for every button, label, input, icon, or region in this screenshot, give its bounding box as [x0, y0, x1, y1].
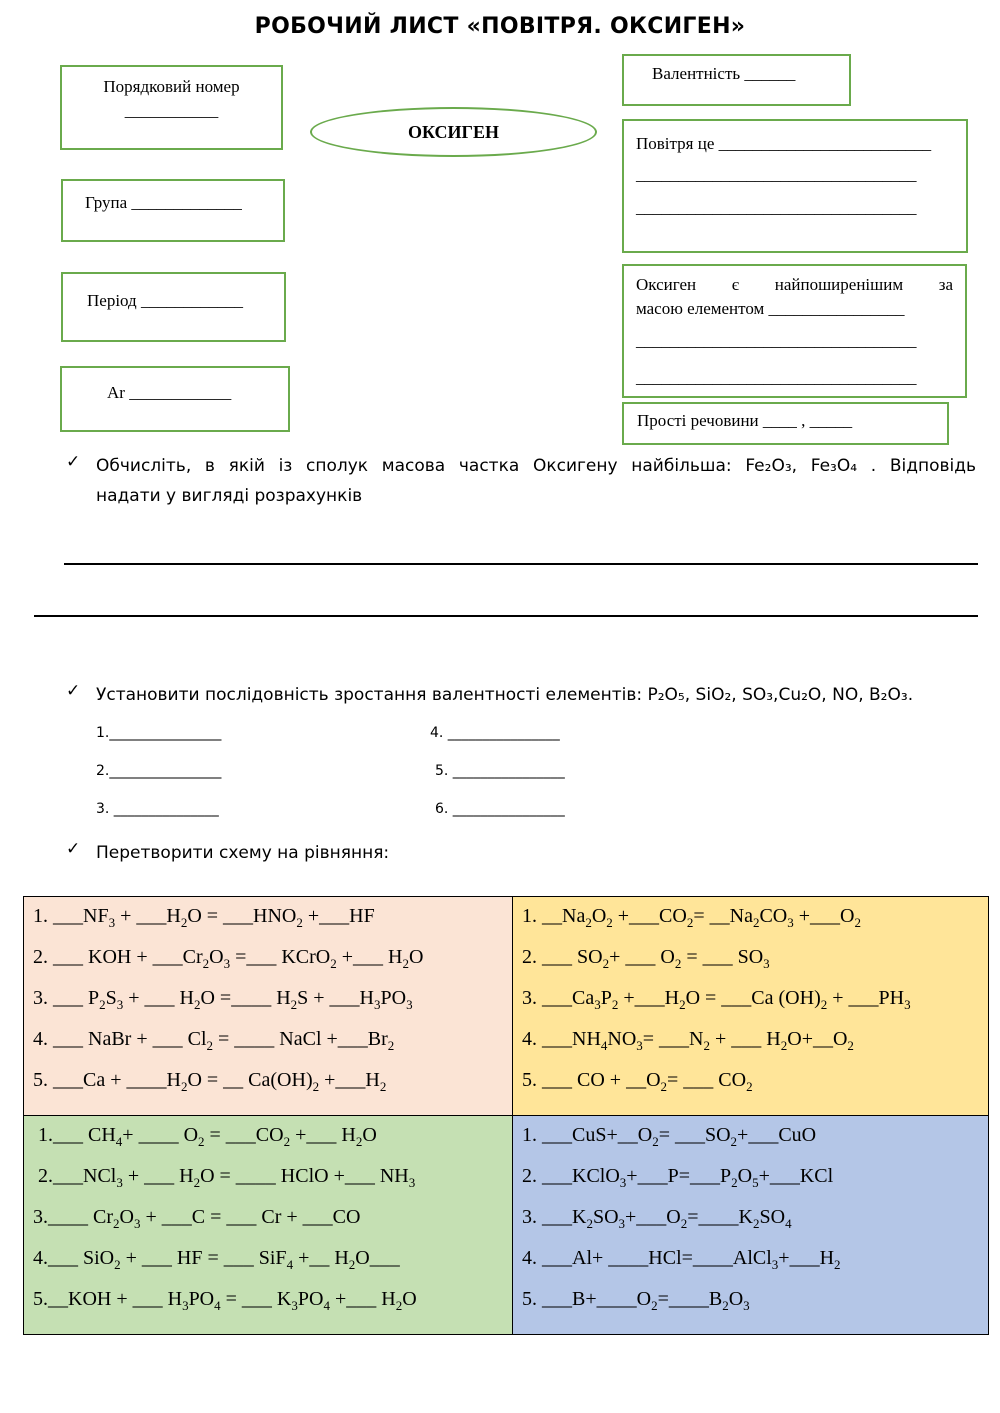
oxygen-oval: [310, 107, 597, 157]
air-line-1[interactable]: Повітря це _________________________: [636, 134, 932, 153]
equation-line[interactable]: 1. $\_\_Na_2O_2$ $+\_\_\_CO_2=$ $\_\_Na_2CO_3$ $+\_\_\_O_2$: [522, 905, 861, 930]
equation-line[interactable]: 5. $\_\_\_B+\_\_\_\_O_2=\_\_\_\_B_2O_3$: [522, 1288, 750, 1313]
task2-text: Установити послідовність зростання валентності елементів: P₂O₅, SiO₂, SO₃,Cu₂O, NO, B₂O₃.: [96, 685, 914, 705]
seq-blank-3[interactable]: 3. _______________: [96, 801, 219, 817]
check-icon: ✓: [66, 452, 81, 472]
oxygen-abundance-box: [622, 264, 967, 398]
equation-line[interactable]: 3. $\_\_\_K_2SO_3+\_\_\_O_2=\_\_\_\_K_2SO_4$: [522, 1206, 792, 1231]
seq-blank-1[interactable]: 1.________________: [96, 725, 222, 741]
simple-substances-label[interactable]: Прості речовини ____ , _____: [637, 411, 853, 430]
seq-blank-4[interactable]: 4. ________________: [430, 725, 560, 741]
equation-line[interactable]: 4. ___Al+ $\_\_\_\_HCl=\_\_\_\_AlCl_3+\_\_\_H_2$: [522, 1247, 841, 1272]
ar-box: [60, 366, 290, 432]
answer-line-1[interactable]: [64, 563, 978, 565]
oxygen-abundance-line-1: Оксиген є найпоширенішим за: [636, 275, 953, 294]
equation-line[interactable]: 2. ___ $SO_2+$ ___ $O_2$ = ___ $SO_3$: [522, 946, 770, 971]
air-line-3[interactable]: _________________________________: [636, 198, 917, 217]
equation-line[interactable]: 5. ___ CO + $\_\_O_2=$ ___ $CO_2$: [522, 1069, 753, 1094]
valence-label[interactable]: Валентність ______: [652, 64, 796, 83]
seq-blank-2[interactable]: 2.________________: [96, 763, 222, 779]
equation-line[interactable]: 1.___ $CH_4+$ ____ $O_2$ = $\_\_\_CO_2$ +___ $H_2O$: [33, 1124, 377, 1149]
equation-line[interactable]: 3.____ $Cr_2O_3$ + ___C = ___ Cr + ___CO: [33, 1206, 361, 1231]
group-box: [61, 179, 285, 242]
task1-text: [96, 451, 976, 511]
oxygen-abundance-line-2[interactable]: масою елементом ________________: [636, 299, 905, 318]
valence-box: [622, 54, 851, 106]
equation-line[interactable]: 4. $\_\_\_NH_4NO_3=$ $\_\_\_N_2$ + ___ $H_2O+\_\_O_2$: [522, 1028, 854, 1053]
atomic-number-label: Порядковий номер: [103, 77, 240, 96]
equation-line[interactable]: 3. ___ $P_2S_3$ + ___ $H_2O$ =____ $H_2S$ + $\_\_\_H_3PO_3$: [33, 987, 413, 1012]
seq-blank-6[interactable]: 6. ________________: [435, 801, 565, 817]
check-icon: ✓: [66, 681, 81, 701]
equation-line[interactable]: 3. $\_\_\_Ca_3P_2$ $+\_\_\_H_2O$ = ___Ca $(OH)_2$ + $\_\_\_PH_3$: [522, 987, 911, 1012]
equation-line[interactable]: 5.__KOH + ___ $H_3PO_4$ = ___ $K_3PO_4$ +___ $H_2O$: [33, 1288, 417, 1313]
equation-line[interactable]: 2. $\_\_\_KClO_3+\_\_\_P=\_\_\_P_2O_5+\_\_\_KCl$: [522, 1165, 834, 1190]
atomic-number-box: [60, 65, 283, 150]
equation-line[interactable]: 5. ___Ca + $\_\_\_\_H_2O$ = __ $Ca(OH)_2$ $+\_\_\_H_2$: [33, 1069, 387, 1094]
oxygen-abundance-line-4[interactable]: _________________________________: [636, 368, 917, 387]
task1-line-1: Обчисліть, в якій із сполук масова частка Оксигену найбільша: Fe₂O₃, Fe₃O₄ . Відповідь: [96, 456, 976, 476]
equation-line[interactable]: 2.___NCl$_3$ + ___ $H_2O$ = ____ HClO +___ $NH_3$: [33, 1165, 416, 1190]
air-line-2[interactable]: _________________________________: [636, 165, 917, 184]
equation-line[interactable]: 2. ___ KOH + $\_\_\_Cr_2O_3$ =___ KCrO$_2$ +___ $H_2O$: [33, 946, 424, 971]
atomic-number-blank[interactable]: ___________: [124, 101, 219, 120]
oxygen-abundance-line-3[interactable]: _________________________________: [636, 331, 917, 350]
equation-line[interactable]: 1. $\_\_\_NF_3$ + $\_\_\_H_2O$ = $\_\_\_HNO_2$ +___HF: [33, 905, 375, 930]
seq-blank-5[interactable]: 5. ________________: [435, 763, 565, 779]
equations-cell-blue: [513, 1116, 989, 1335]
equation-line[interactable]: 4.___ SiO$_2$ + ___ HF = ___ SiF$_4$ +__ $H_2O\_\_\_$: [33, 1247, 400, 1272]
period-box: [61, 272, 286, 342]
group-label[interactable]: Група _____________: [85, 193, 242, 212]
task1-line-2: надати у вигляді розрахунків: [96, 486, 363, 506]
equation-line[interactable]: 4. ___ NaBr + ___ $Cl_2$ = ____ NaCl $+\_\_\_Br_2$: [33, 1028, 395, 1053]
check-icon: ✓: [66, 839, 81, 859]
air-box: [622, 119, 968, 253]
ar-label[interactable]: Ar ____________: [107, 383, 232, 402]
equations-table: [23, 896, 989, 1335]
equations-cell-pink: [24, 897, 513, 1116]
task3-text: Перетворити схему на рівняння:: [96, 843, 390, 863]
equations-cell-green: [24, 1116, 513, 1335]
answer-line-2[interactable]: [34, 615, 978, 617]
equation-line[interactable]: 1. $\_\_\_CuS+\_\_O_2=$ $\_\_\_SO_2+\_\_\_CuO$: [522, 1124, 817, 1149]
period-label[interactable]: Період ____________: [87, 291, 243, 310]
oxygen-label: ОКСИГЕН: [407, 121, 500, 142]
simple-substances-box: [622, 402, 949, 445]
page-title: РОБОЧИЙ ЛИСТ «ПОВІТРЯ. ОКСИГЕН»: [254, 14, 746, 39]
equations-cell-yellow: [513, 897, 989, 1116]
